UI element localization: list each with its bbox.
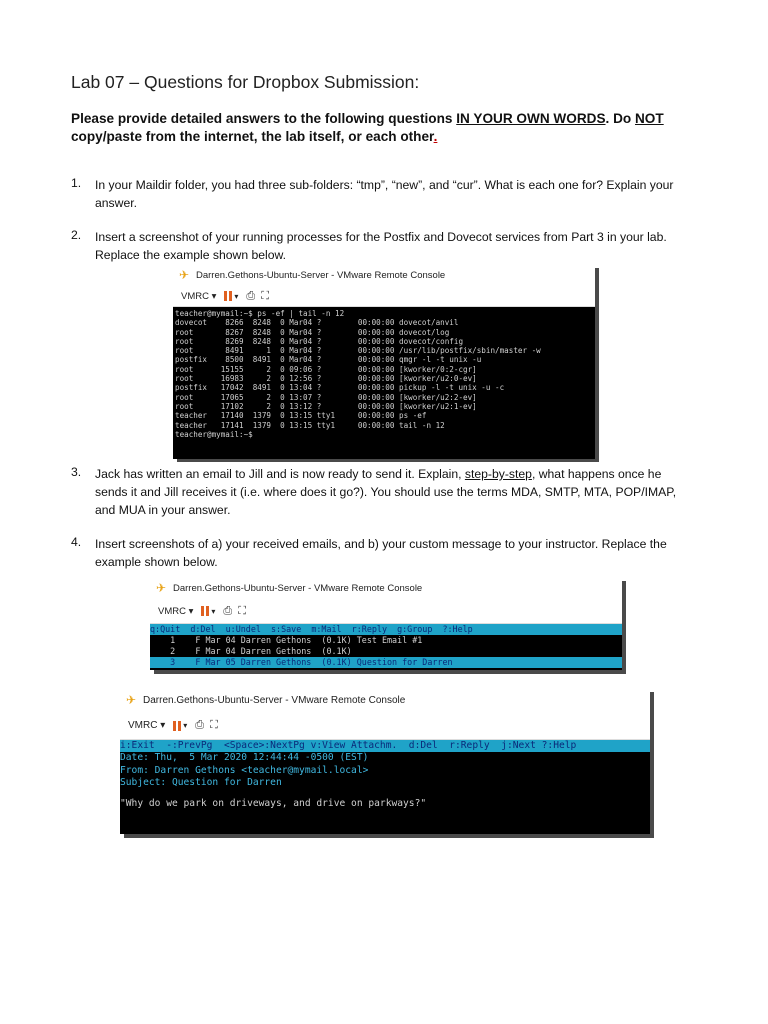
terminal-line: dovecot 8266 8248 0 Mar04 ? 00:00:00 dovecot/anvil xyxy=(175,318,459,328)
terminal-message-view xyxy=(120,740,650,834)
terminal-line: root 16983 2 0 12:56 ? 00:00:00 [kworker/u2:0-ev] xyxy=(175,374,477,384)
terminal-mail-list xyxy=(150,624,622,670)
vmrc-window-title: Darren.Gethons-Ubuntu-Server - VMware Remote Console xyxy=(196,269,446,281)
question-3-part: Jack has written an email to Jill and is now ready to send it. Explain, xyxy=(95,467,465,481)
vmrc-window-title: Darren.Gethons-Ubuntu-Server - VMware Remote Console xyxy=(173,582,423,594)
vmrc-toolbar xyxy=(150,599,622,624)
instructions-each-other: or each other xyxy=(348,129,434,144)
question-number: 2. xyxy=(71,228,82,242)
question-number: 1. xyxy=(71,176,82,190)
send-ctrl-alt-del-icon[interactable]: ⎙ xyxy=(195,719,205,731)
terminal-line: teacher@mymail:~$ ps -ef | tail -n 12 xyxy=(175,309,345,318)
pager-help-bar: i:Exit -:PrevPg <Space>:NextPg v:View Attachm. d:Del r:Reply j:Next ?:Help xyxy=(120,740,650,752)
vmware-pin-icon: ✈ xyxy=(179,268,190,282)
send-ctrl-alt-del-icon[interactable]: ⎙ xyxy=(246,289,256,302)
screenshot-processes xyxy=(173,264,595,458)
terminal-line: postfix 17042 8491 0 13:04 ? 00:00:00 pickup -l -t unix -u -c xyxy=(175,383,505,393)
fullscreen-icon[interactable]: ⛶ xyxy=(210,719,218,731)
screenshot-received-emails xyxy=(150,577,622,670)
vmrc-window-title: Darren.Gethons-Ubuntu-Server - VMware Remote Console xyxy=(143,694,406,706)
vmware-pin-icon: ✈ xyxy=(156,581,167,595)
pause-icon[interactable]: ▾ xyxy=(224,291,238,301)
mutt-help-bar: q:Quit d:Del u:Undel s:Save m:Mail r:Reply g:Group ?:Help xyxy=(150,624,622,635)
email-row[interactable]: 2 F Mar 04 Darren Gethons (0.1K) xyxy=(150,646,352,656)
question-3-step-by-step: step-by-step xyxy=(464,467,532,481)
screenshot-custom-message xyxy=(120,688,650,834)
message-date: Date: Thu, 5 Mar 2020 12:44:44 -0500 (EST) xyxy=(120,752,369,763)
question-number: 3. xyxy=(71,465,82,479)
vmrc-menu-button[interactable]: VMRC ▾ xyxy=(181,290,217,302)
vmrc-menu-button[interactable]: VMRC ▾ xyxy=(128,720,166,731)
terminal-line: teacher 17140 1379 0 13:15 tty1 00:00:00 ps -ef xyxy=(175,411,427,421)
question-number: 4. xyxy=(71,535,82,549)
vmrc-toolbar xyxy=(120,712,650,740)
send-ctrl-alt-del-icon[interactable]: ⎙ xyxy=(223,604,233,617)
message-from: From: Darren Gethons <teacher@mymail.local> xyxy=(120,764,369,776)
vmrc-title-bar xyxy=(150,577,622,599)
instructions-text: copy/paste from the internet, the lab itself, xyxy=(71,129,349,144)
instructions-own-words: IN YOUR OWN WORDS xyxy=(456,111,606,126)
instructions-period: . xyxy=(433,129,438,144)
vmware-pin-icon: ✈ xyxy=(126,693,137,707)
vmrc-toolbar xyxy=(173,286,595,307)
terminal-processes xyxy=(173,307,595,459)
terminal-line: root 8267 8248 0 Mar04 ? 00:00:00 dovecot/log xyxy=(175,327,450,337)
fullscreen-icon[interactable]: ⛶ xyxy=(238,604,246,617)
vmrc-title-bar xyxy=(173,264,595,286)
terminal-line: teacher@mymail:~$ xyxy=(175,429,253,439)
terminal-line: root 17065 2 0 13:07 ? 00:00:00 [kworker/u2:2-ev] xyxy=(175,392,477,402)
terminal-line: postfix 8500 8491 0 Mar04 ? 00:00:00 qmgr -l -t unix -u xyxy=(175,355,482,365)
terminal-line: teacher 17141 1379 0 13:15 tty1 00:00:00 tail -n 12 xyxy=(175,420,445,430)
pause-icon[interactable]: ▾ xyxy=(173,721,187,731)
page-title: Lab 07 – Questions for Dropbox Submission: xyxy=(71,72,420,92)
vmrc-menu-button[interactable]: VMRC ▾ xyxy=(158,605,194,617)
instructions-text: Please provide detailed answers to the following questions xyxy=(71,111,457,126)
pause-icon[interactable]: ▾ xyxy=(201,606,215,616)
message-body: "Why do we park on driveways, and drive on parkways?" xyxy=(120,797,427,809)
terminal-line: root 8491 1 0 Mar04 ? 00:00:00 /usr/lib/postfix/sbin/master -w xyxy=(175,346,541,356)
terminal-line: root 15155 2 0 09:06 ? 00:00:00 [kworker/0:2-cgr] xyxy=(175,364,477,374)
instructions-not: NOT xyxy=(634,111,664,126)
question-2-text: Insert a screenshot of your running processes for the Postfix and Dovecot services from Part 3 in your lab. Replace the example shown below. xyxy=(95,230,667,262)
question-4-text: Insert screenshots of a) your received emails, and b) your custom message to your instructor. Replace the example shown below. xyxy=(95,537,667,569)
question-3-part: , what happens once he sends it and Jill receives it (i.e. where does it go?). You should use the terms MDA, SMTP, MTA, POP/IMAP, and MUA in your answer. xyxy=(95,467,677,517)
terminal-line: root 8269 8248 0 Mar04 ? 00:00:00 dovecot/config xyxy=(175,336,464,346)
question-1-text: In your Maildir folder, you had three sub-folders: “tmp”, “new”, and “cur”. What is each one for? Explain your answer. xyxy=(95,178,674,210)
email-row[interactable]: 1 F Mar 04 Darren Gethons (0.1K) Test Email #1 xyxy=(150,635,423,645)
terminal-line: root 17102 2 0 13:12 ? 00:00:00 [kworker/u2:1-ev] xyxy=(175,401,477,411)
instructions xyxy=(71,110,711,146)
fullscreen-icon[interactable]: ⛶ xyxy=(261,289,269,302)
email-row-selected[interactable]: 3 F Mar 05 Darren Gethons (0.1K) Question for Darren xyxy=(150,657,622,668)
question-3-text xyxy=(95,465,695,519)
instructions-text: . Do xyxy=(605,111,635,126)
message-subject: Subject: Question for Darren xyxy=(120,777,282,788)
vmrc-title-bar xyxy=(120,688,650,712)
